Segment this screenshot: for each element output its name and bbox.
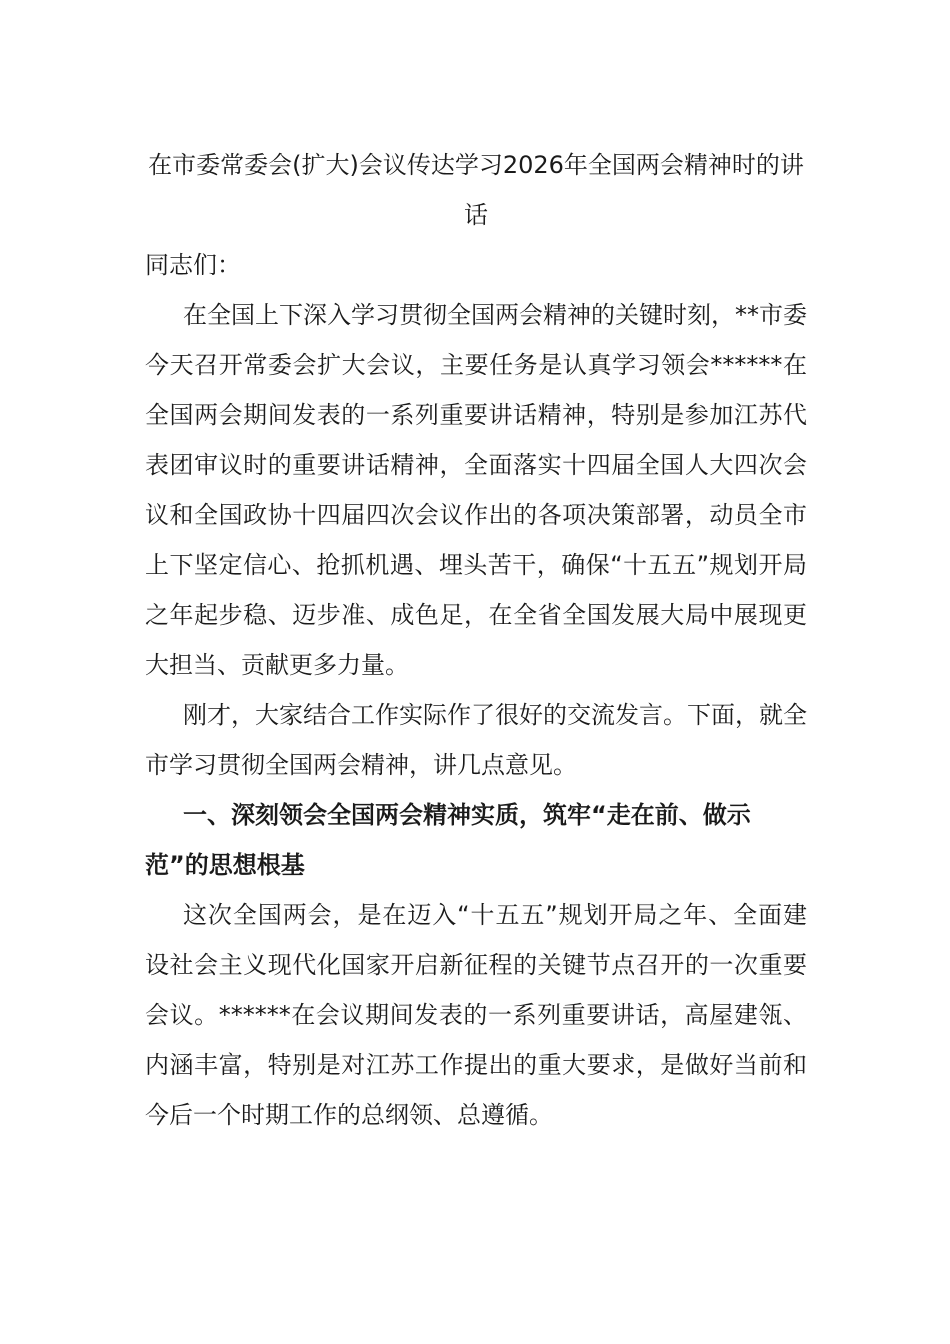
section-heading-1: 一、深刻领会全国两会精神实质，筑牢“走在前、做示范”的思想根基 (145, 801, 751, 879)
paragraph-intro: 在全国上下深入学习贯彻全国两会精神的关键时刻，**市委今天召开常委会扩大会议，主要任务是认真学习领会******在全国两会期间发表的一系列重要讲话精神，特别是参加江苏代表团审议时的重要讲话精神，全面落实十四届全国人大四次会议和全国政协十四届四次会议作出的各项决策部署，动员全市上下坚定信心、抢抓机遇、埋头苦干，确保“十五五”规划开局之年起步稳、迈步准、成色足，在全省全国发展大局中展现更大担当、贡献更多力量。 (145, 301, 807, 679)
paragraph-section-1: 这次全国两会，是在迈入“十五五”规划开局之年、全面建设社会主义现代化国家开启新征程的关键节点召开的一次重要会议。******在会议期间发表的一系列重要讲话，高屋建瓴、内涵丰富，特别是对江苏工作提出的重大要求，是做好当前和今后一个时期工作的总纲领、总遵循。 (145, 901, 807, 1129)
paragraph-transition: 刚才，大家结合工作实际作了很好的交流发言。下面，就全市学习贯彻全国两会精神，讲几点意见。 (145, 701, 807, 779)
salutation: 同志们： (145, 251, 241, 279)
document-page (145, 140, 807, 1140)
document-title: 在市委常委会(扩大)会议传达学习2026年全国两会精神时的讲话 (148, 151, 804, 229)
